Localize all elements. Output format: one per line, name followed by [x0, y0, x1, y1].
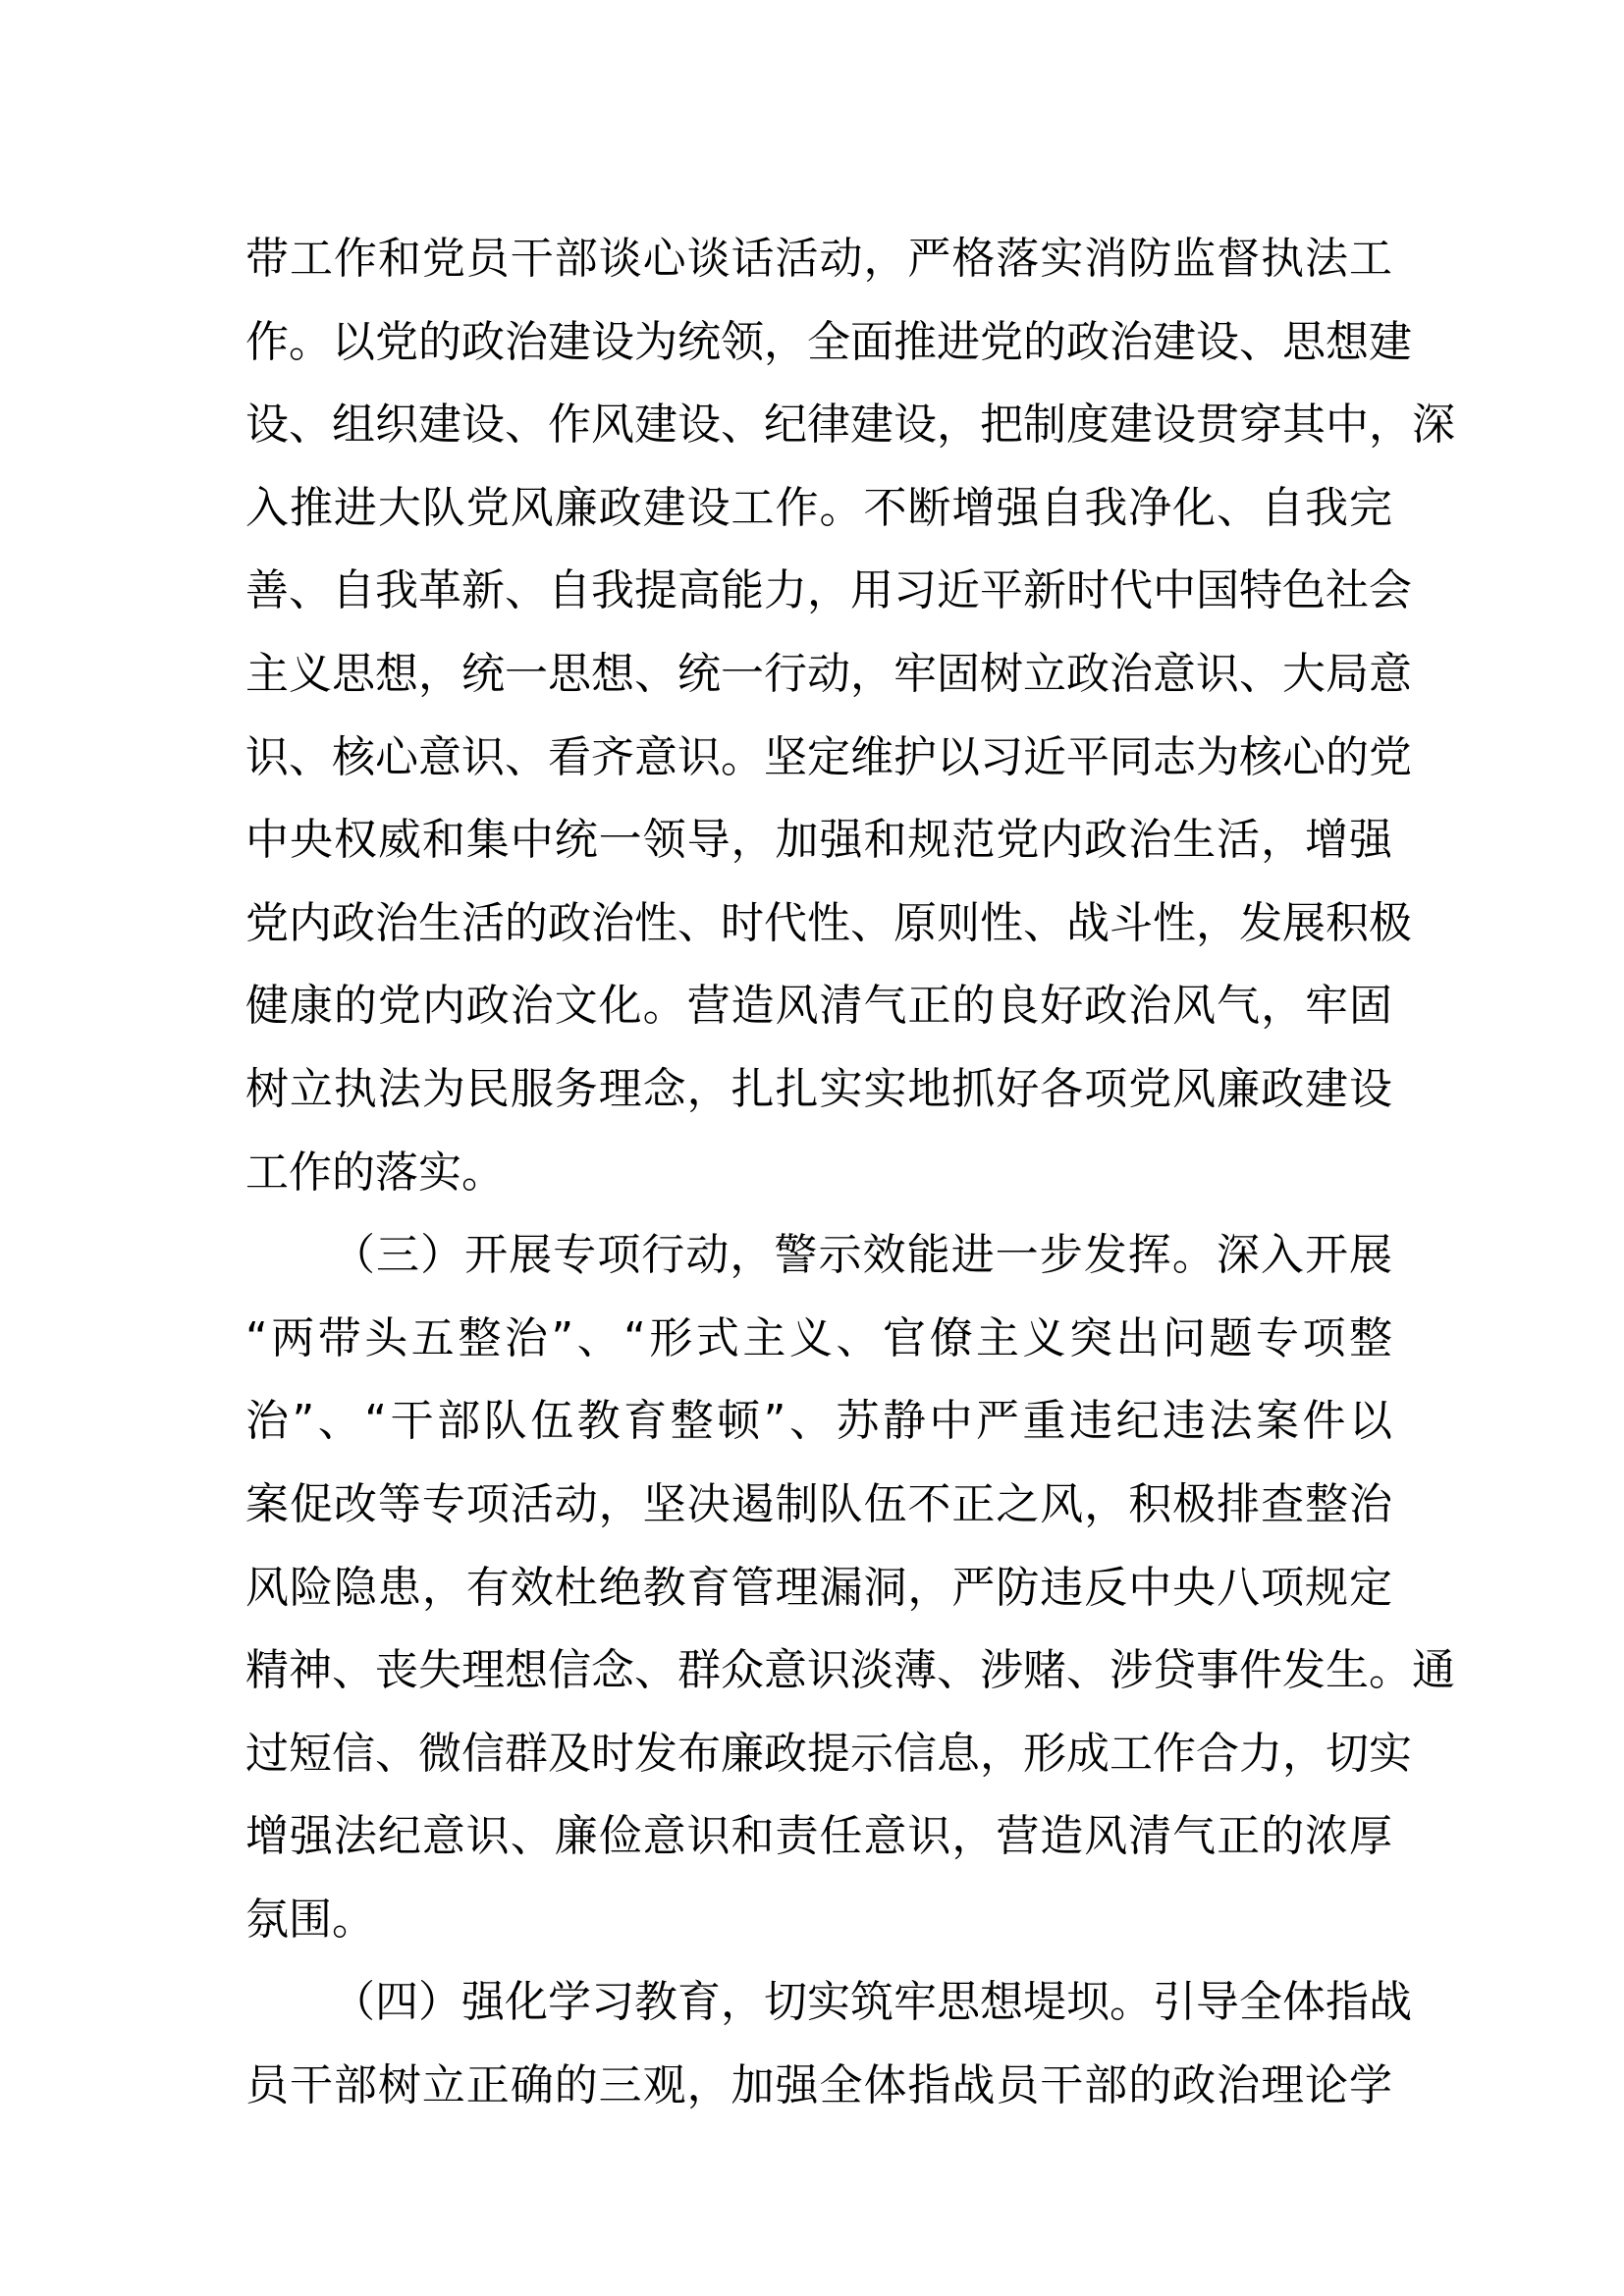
text-line: 工作的落实。	[245, 1147, 505, 1198]
document-body	[245, 218, 1455, 2128]
text-line: 氛围。	[245, 1894, 375, 1945]
text-line: 党内政治生活的政治性、时代性、原则性、战斗性，发展积极	[245, 897, 1412, 948]
text-line: 案促改等专项活动，坚决遏制队伍不正之风，积极排查整治	[245, 1478, 1392, 1529]
text-line: 树立执法为民服务理念，扎扎实实地抓好各项党风廉政建设	[245, 1063, 1392, 1114]
text-line: 带工作和党员干部谈心谈话活动，严格落实消防监督执法工	[245, 234, 1392, 284]
text-line: 善、自我革新、自我提高能力，用习近平新时代中国特色社会	[245, 565, 1412, 616]
text-line: 过短信、微信群及时发布廉政提示信息，形成工作合力，切实	[245, 1728, 1412, 1779]
text-line: 治”、“干部队伍教育整顿”、苏静中严重违纪违法案件以	[245, 1396, 1392, 1447]
paragraph-special-actions	[245, 1214, 1455, 1961]
text-line: 识、核心意识、看齐意识。坚定维护以习近平同志为核心的党	[245, 731, 1412, 782]
text-line: 风险隐患，有效杜绝教育管理漏洞，严防违反中央八项规定	[245, 1562, 1392, 1613]
text-line: 设、组织建设、作风建设、纪律建设，把制度建设贯穿其中，深	[245, 400, 1455, 451]
paragraph-study-education	[245, 1961, 1412, 2127]
text-line: 健康的党内政治文化。营造风清气正的良好政治风气，牢固	[245, 981, 1392, 1032]
text-line: 作。以党的政治建设为统领，全面推进党的政治建设、思想建	[245, 316, 1412, 367]
text-line: 员干部树立正确的三观，加强全体指战员干部的政治理论学	[245, 2060, 1392, 2111]
text-line: 入推进大队党风廉政建设工作。不断增强自我净化、自我完	[245, 482, 1392, 533]
section-heading-line: （四）强化学习教育，切实筑牢思想堤坝。引导全体指战	[332, 1977, 1412, 2028]
text-line: 中央权威和集中统一领导，加强和规范党内政治生活，增强	[245, 815, 1392, 866]
text-line: 增强法纪意识、廉俭意识和责任意识，营造风清气正的浓厚	[245, 1811, 1392, 1862]
text-line: 精神、丧失理想信念、群众意识淡薄、涉赌、涉贷事件发生。通	[245, 1645, 1455, 1696]
text-line: “两带头五整治”、“形式主义、官僚主义突出问题专项整	[245, 1312, 1392, 1363]
paragraph-party-building	[245, 218, 1455, 1214]
section-heading-line: （三）开展专项行动，警示效能进一步发挥。深入开展	[332, 1230, 1392, 1281]
text-line: 主义思想，统一思想、统一行动，牢固树立政治意识、大局意	[245, 648, 1412, 699]
